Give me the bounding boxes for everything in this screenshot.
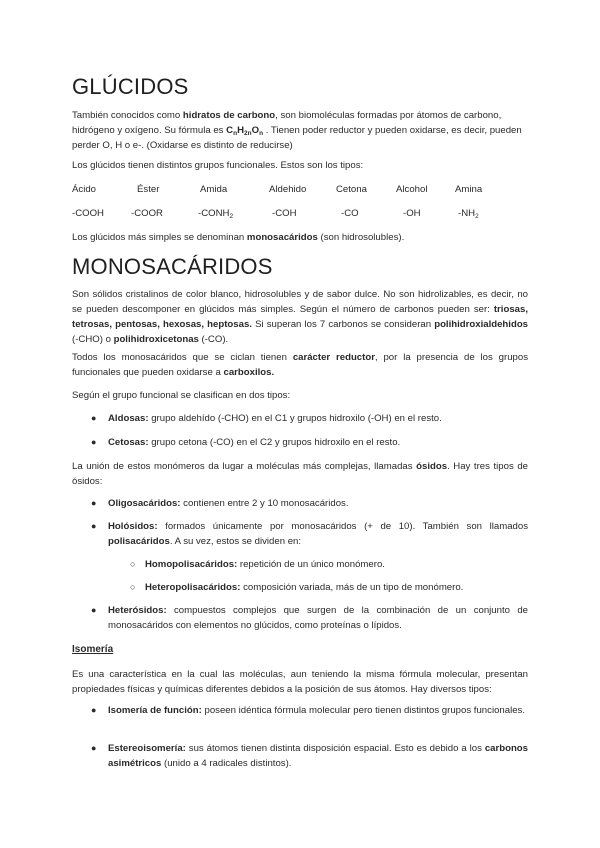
groups-intro: Los glúcidos tienen distintos grupos funcionales. Estos son los tipos: xyxy=(72,160,364,171)
bullet-icon: ● xyxy=(91,521,97,531)
list-item-oligosacaridos: Oligosacáridos: contienen entre 2 y 10 monosacáridos. xyxy=(108,498,349,509)
isomeria-paragraph: Es una característica en la cual las moléculas, aun teniendo la misma fórmula molecular, presentan propiedades físicas y químicas diferentes debidos a la posición de sus átomos. Hay diversos tipos: xyxy=(72,669,528,695)
group-formula: -COOR xyxy=(131,208,163,219)
bullet-icon: ● xyxy=(91,437,97,447)
list-item-holosidos: Holósidos: formados únicamente por monosacáridos (+ de 10). También son llamados polisacáridos. A su vez, estos se dividen en: xyxy=(108,521,528,547)
heading-monosacaridos: MONOSACÁRIDOS xyxy=(72,254,273,279)
sub-item-homopolisacaridos: Homopolisacáridos: repetición de un único monómero. xyxy=(145,559,385,570)
sub-item-heteropolisacaridos: Heteropolisacáridos: composición variada, más de un tipo de monómero. xyxy=(145,582,464,593)
bullet-icon: ● xyxy=(91,605,97,615)
mono-paragraph-2: Todos los monosacáridos que se ciclan tienen carácter reductor, por la presencia de los grupos funcionales que pueden oxidarse a carboxilos. xyxy=(72,352,529,378)
group-formula: -OH xyxy=(403,208,421,219)
group-formula: -CO xyxy=(341,208,359,219)
list-item-heterosidos: Heterósidos: compuestos complejos que surgen de la combinación de un conjunto de monosacáridos con elementos no glúcidos, como proteínas o lípidos. xyxy=(108,605,528,631)
group-name: Éster xyxy=(137,184,160,195)
sub-bullet-icon: ○ xyxy=(130,559,136,569)
group-name: Aldehido xyxy=(269,184,307,195)
bullet-icon: ● xyxy=(91,705,97,715)
list-item-aldosas: Aldosas: grupo aldehído (-CHO) en el C1 y grupos hidroxilo (-OH) en el resto. xyxy=(108,413,442,424)
mono-paragraph-1: Son sólidos cristalinos de color blanco, hidrosolubles y de sabor dulce. No son hidrolizables, es decir, no se pueden descomponer en glúcidos más simples. Según el número de carbonos pueden ser: triosas, tetrosas, pentosas, hexosas, heptosas. Si superan los 7 carbonos se consideran polihidroxialdehidos (-CHO) o polihidroxicetonas (-CO). xyxy=(72,289,529,345)
group-name: Alcohol xyxy=(396,184,428,195)
list-item-isomeria-funcion: Isomería de función: poseen idéntica fórmula molecular pero tienen distintos grupos funcionales. xyxy=(108,705,526,716)
intro-paragraph: También conocidos como hidratos de carbono, son biomoléculas formadas por átomos de carbono, hidrógeno y oxígeno. Su fórmula es $C_nH_{2n}O_n$ . Tienen poder reductor y pueden oxidarse, es decir, pueden perder O, H o e-. (Oxidarse es distinto de reducirse) xyxy=(72,110,522,151)
bullet-icon: ● xyxy=(91,413,97,423)
group-formula: $-NH_2$ xyxy=(458,208,479,220)
bullet-icon: ● xyxy=(91,498,97,508)
group-name: Ácido xyxy=(72,184,96,195)
union-paragraph: La unión de estos monómeros da lugar a moléculas más complejas, llamadas ósidos. Hay tres tipos de ósidos: xyxy=(72,461,528,487)
group-name: Amida xyxy=(200,184,228,195)
list-item-cetosas: Cetosas: grupo cetona (-CO) en el C2 y grupos hidroxilo en el resto. xyxy=(108,437,401,448)
simple-paragraph: Los glúcidos más simples se denominan monosacáridos (son hidrosolubles). xyxy=(72,232,405,243)
group-formula: -COH xyxy=(272,208,297,219)
group-name: Cetona xyxy=(336,184,367,195)
group-formula: $-CONH_2$ xyxy=(198,208,234,220)
heading-glucidos: GLÚCIDOS xyxy=(72,74,189,99)
list-item-estereoisomeria: Estereoisomería: sus átomos tienen distinta disposición espacial. Esto es debido a los carbonos asimétricos (unido a 4 radicales distintos). xyxy=(108,743,528,769)
heading-isomeria: Isomería xyxy=(72,644,114,655)
group-name: Amina xyxy=(455,184,483,195)
sub-bullet-icon: ○ xyxy=(130,582,136,592)
classification-intro: Según el grupo funcional se clasifican en dos tipos: xyxy=(72,390,291,401)
bullet-icon: ● xyxy=(91,743,97,753)
group-formula: -COOH xyxy=(72,208,104,219)
